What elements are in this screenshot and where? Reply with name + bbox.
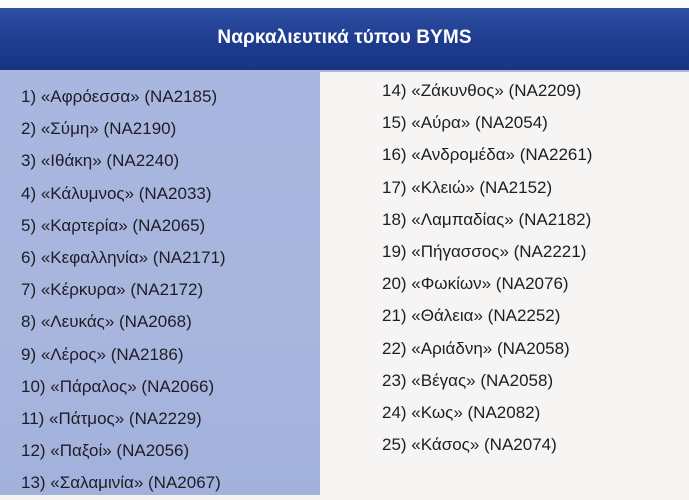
left-column: [0, 72, 320, 495]
list-item: 3) «Ιθάκη» (NA2240): [21, 151, 180, 171]
list-item: 18) «Λαμπαδίας» (NA2182): [382, 209, 592, 229]
list-item: 23) «Βέγας» (NA2058): [382, 370, 554, 390]
list-item: 22) «Αριάδνη» (NA2058): [382, 338, 570, 358]
list-item: 20) «Φωκίων» (NA2076): [382, 274, 569, 294]
list-item: 2) «Σύμη» (NA2190): [21, 119, 177, 139]
right-list: [382, 76, 592, 462]
list-item: 10) «Πάραλος» (NA2066): [21, 376, 215, 396]
list-item: 8) «Λευκάς» (NA2068): [21, 312, 192, 332]
list-item: 5) «Καρτερία» (NA2065): [21, 215, 206, 235]
left-list: [21, 82, 226, 500]
right-column: [320, 72, 689, 495]
list-item: 12) «Παξοί» (NA2056): [21, 441, 190, 461]
list-item: 13) «Σαλαμινία» (NA2067): [21, 473, 221, 493]
list-item: 21) «Θάλεια» (NA2252): [382, 306, 561, 326]
list-item: 24) «Κως» (NA2082): [382, 402, 541, 422]
table-title: Ναρκαλιευτικά τύπου BYMS: [217, 27, 472, 48]
table-header: [0, 8, 689, 72]
list-item: 9) «Λέρος» (NA2186): [21, 344, 184, 364]
list-item: 1) «Αφρόεσσα» (NA2185): [21, 87, 218, 106]
list-item: 16) «Ανδρομέδα» (NA2261): [382, 145, 593, 165]
list-item: 4) «Κάλυμνος» (NA2033): [21, 183, 212, 203]
list-item: 17) «Κλειώ» (NA2152): [382, 177, 553, 197]
list-item: 7) «Κέρκυρα» (NA2172): [21, 280, 204, 300]
top-strip: [0, 0, 689, 8]
list-item: 15) «Αύρα» (NA2054): [382, 113, 548, 133]
list-item: 19) «Πήγασσος» (NA2221): [382, 241, 587, 261]
list-item: 25) «Κάσος» (NA2074): [382, 435, 557, 455]
list-item: 14) «Ζάκυνθος» (NA2209): [382, 81, 582, 100]
list-item: 11) «Πάτμος» (NA2229): [21, 408, 202, 428]
list-item: 6) «Κεφαλληνία» (NA2171): [21, 247, 226, 267]
